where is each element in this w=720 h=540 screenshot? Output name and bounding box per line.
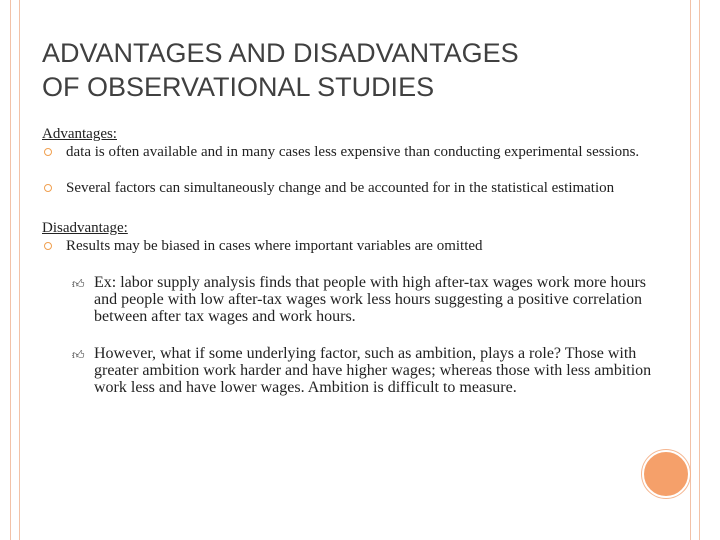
orange-circle-decoration: [642, 450, 690, 498]
disadvantage-section: [42, 220, 652, 396]
thumbs-up-icon: 👍︎: [72, 277, 85, 291]
title-line-1: ADVANTAGES AND DISADVANTAGES: [42, 38, 519, 68]
left-border-decoration: [10, 0, 20, 540]
sub-item-example: [42, 274, 654, 325]
advantages-heading: Advantages:: [42, 126, 117, 142]
slide-content: [42, 126, 652, 396]
sub-item-text: However, what if some underlying factor, such as ambition, plays a role? Those with greater ambition work harder and have higher wages; whereas those with less ambition work less and have lower wages. Ambition is difficult to measure.: [94, 345, 652, 396]
title-line-2: OF OBSERVATIONAL STUDIES: [42, 72, 435, 102]
disadvantage-heading: Disadvantage:: [42, 220, 128, 236]
thumbs-up-icon: 👍︎: [72, 348, 85, 362]
advantage-item: [42, 144, 642, 160]
advantage-item: [42, 180, 642, 196]
sub-item-text: Ex: labor supply analysis finds that people with high after-tax wages work more hours and people with low after-tax wages work less hours suggesting a positive correlation between after tax wages and work hours.: [94, 274, 646, 325]
ring-bullet-icon: [44, 242, 52, 250]
advantage-text: Several factors can simultaneously change and be accounted for in the statistical estimation: [66, 180, 615, 196]
sub-item-ambition: [42, 345, 654, 396]
slide-title: [42, 36, 642, 104]
disadvantage-text: Results may be biased in cases where important variables are omitted: [66, 238, 483, 254]
advantage-text: data is often available and in many cases less expensive than conducting experimental sessions.: [66, 144, 640, 160]
ring-bullet-icon: [44, 148, 52, 156]
disadvantage-item: [42, 238, 642, 254]
ring-bullet-icon: [44, 184, 52, 192]
right-border-decoration: [690, 0, 700, 540]
